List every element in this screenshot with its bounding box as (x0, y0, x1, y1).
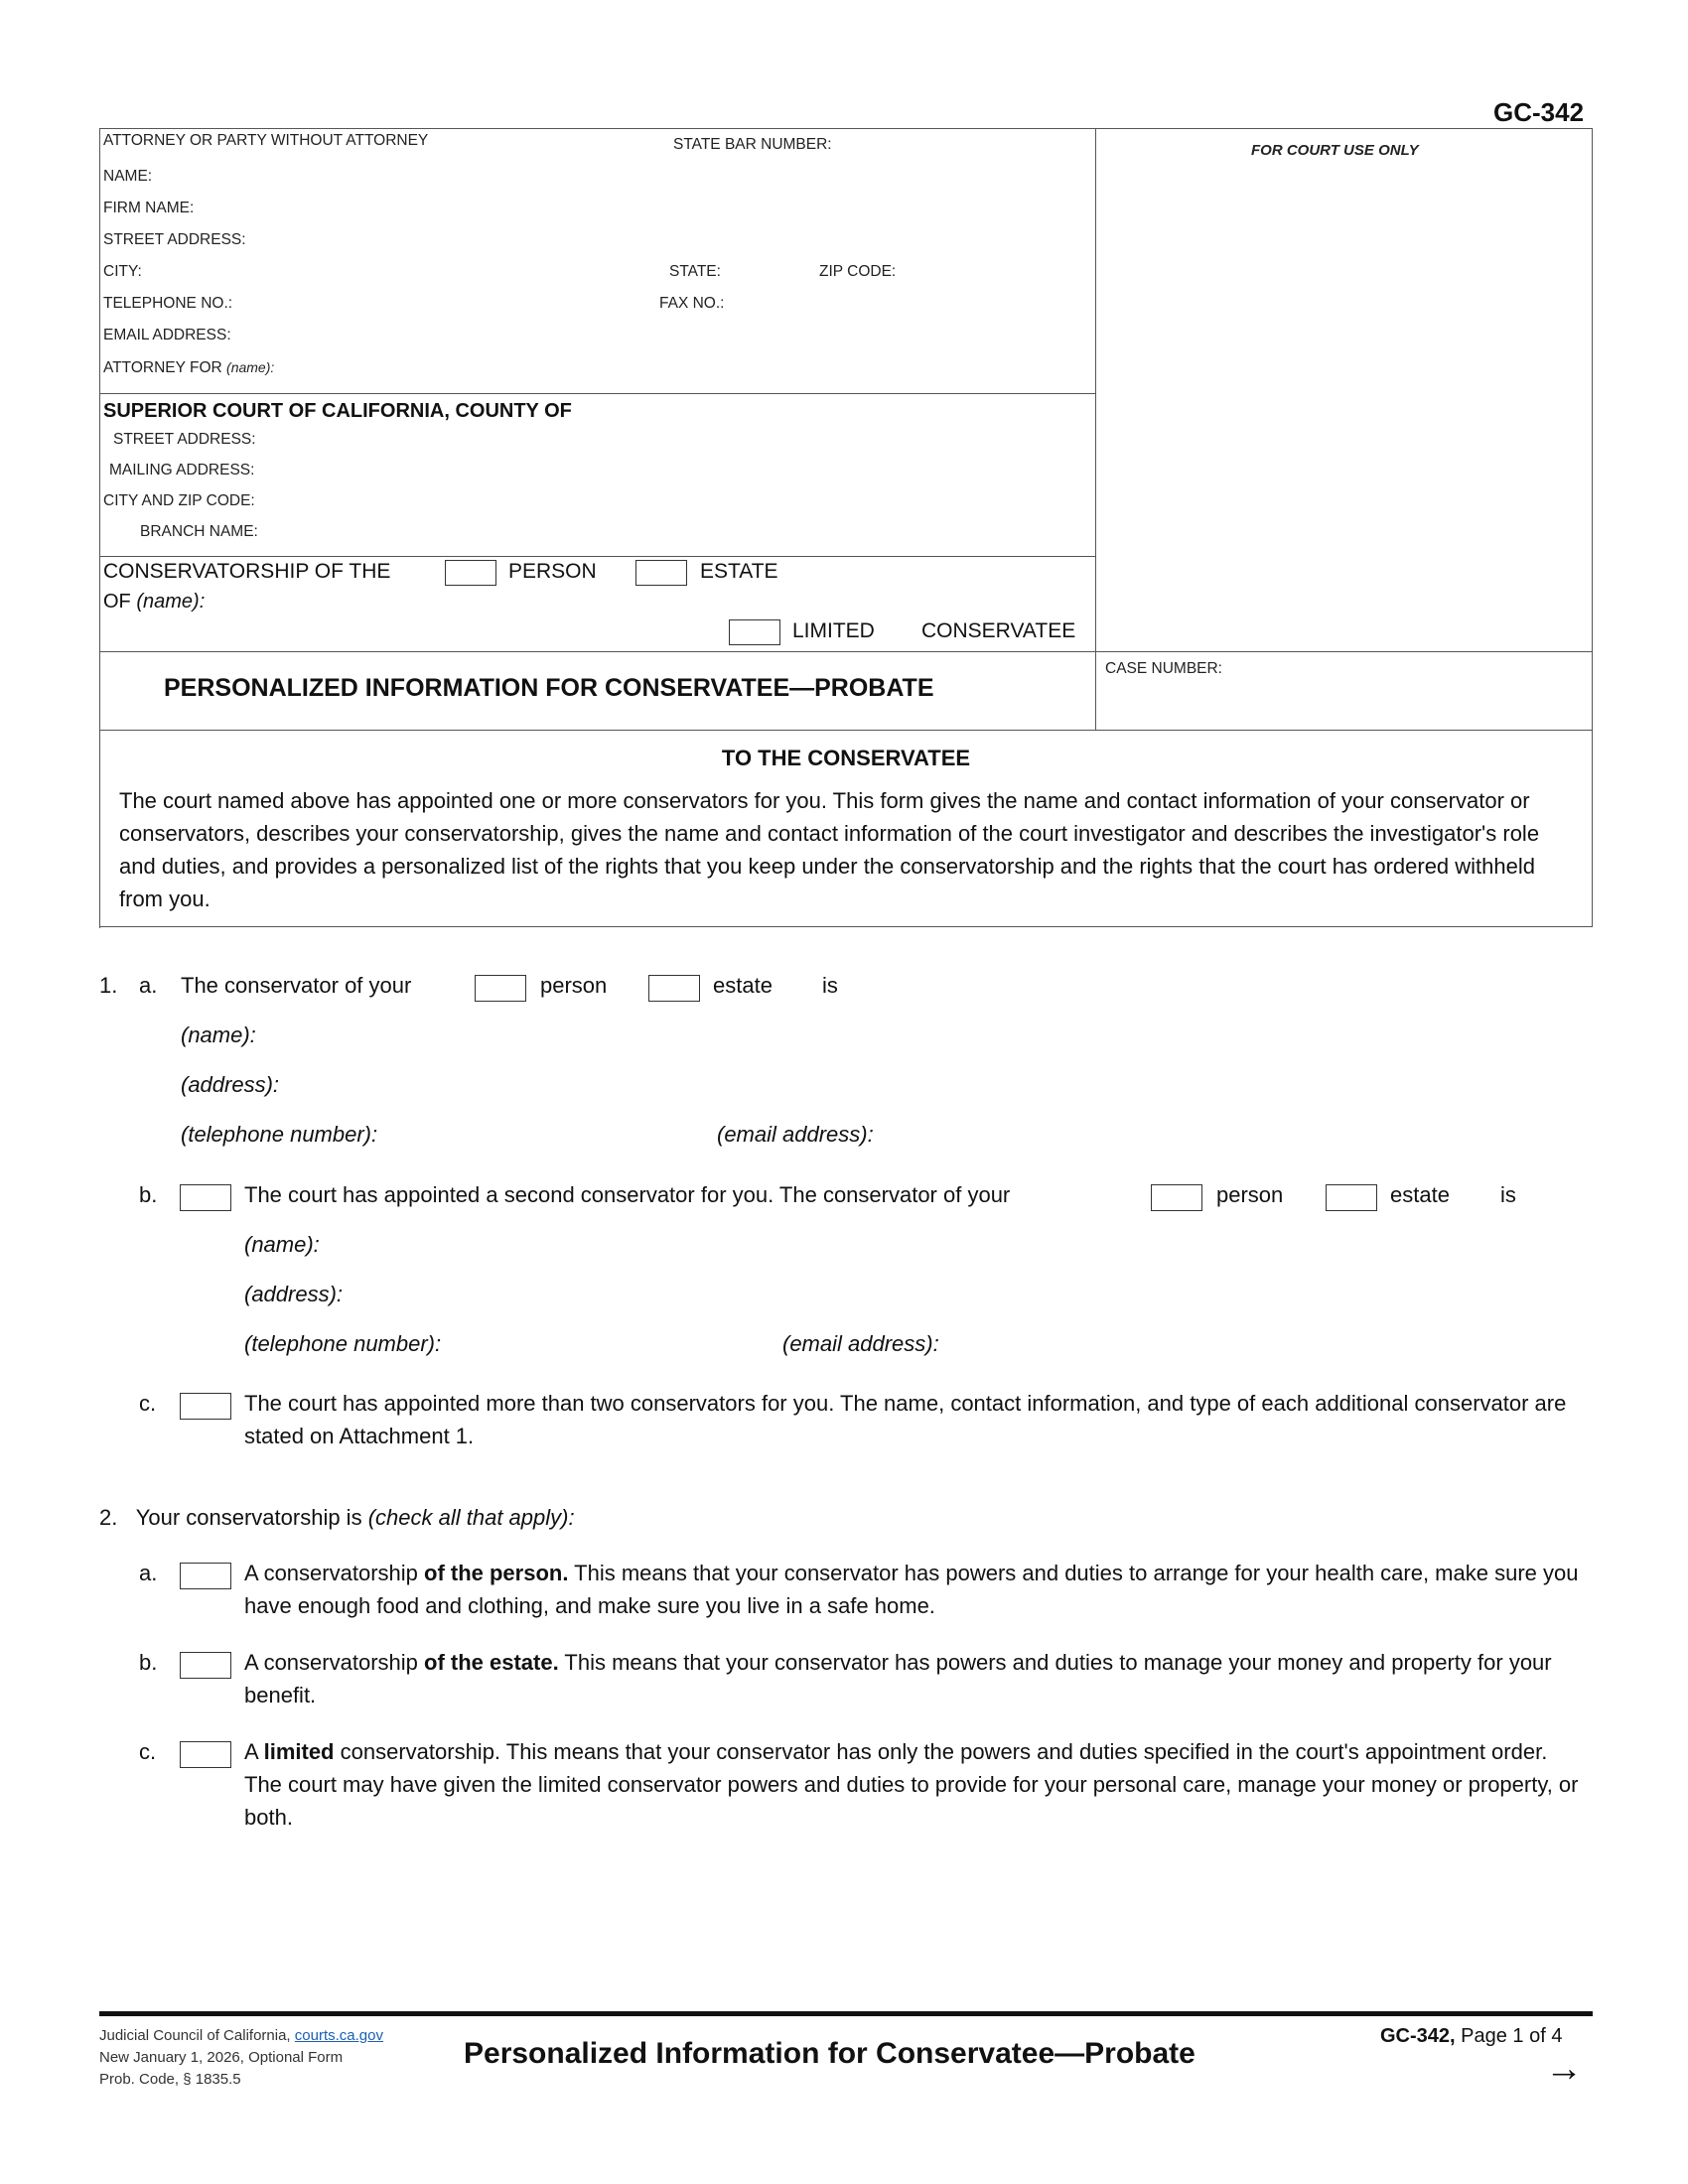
item2a-pre: A conservatorship (244, 1561, 418, 1585)
item2c-text (244, 1735, 1585, 1834)
footer-effective: New January 1, 2026, Optional Form (99, 2049, 344, 2066)
item1a-email-label: (email address): (717, 1122, 874, 1147)
form-title: PERSONALIZED INFORMATION FOR CONSERVATEE—PROBATE (164, 674, 934, 702)
courts-link[interactable]: courts.ca.gov (294, 2027, 383, 2044)
case-number-label: CASE NUMBER: (1105, 660, 1222, 677)
notice-bottom-border (99, 926, 1593, 927)
footer-rule (99, 2011, 1593, 2016)
item1b-email-label: (email address): (782, 1331, 939, 1356)
footer-title: Personalized Information for Conservatee—Probate (464, 2037, 1196, 2070)
item2a-bold: of the person. (424, 1561, 569, 1585)
zip-label: ZIP CODE: (819, 263, 897, 280)
item2b-post: This means that your conservator has powers and duties to manage your money and property for your benefit. (244, 1650, 1552, 1707)
court-bottom-border (99, 556, 1095, 557)
item1a-text: The conservator of your (181, 973, 412, 998)
caption-estate-checkbox[interactable] (635, 560, 687, 586)
email-label: EMAIL ADDRESS: (103, 327, 231, 343)
item2b-text (244, 1646, 1585, 1711)
item2-number: 2. (99, 1505, 118, 1530)
caption-bottom-border (99, 730, 1593, 731)
item1b-address-label: (address): (244, 1282, 344, 1306)
form-number: GC-342 (1493, 97, 1585, 127)
item2a-checkbox[interactable] (180, 1563, 231, 1589)
of-word: OF (103, 591, 131, 613)
caption-person-checkbox[interactable] (445, 560, 496, 586)
name-label: NAME: (103, 168, 153, 185)
item1c-checkbox[interactable] (180, 1393, 231, 1420)
item2b-checkbox[interactable] (180, 1652, 231, 1679)
item2c-post: conservatorship. This means that your conservator has only the powers and duties specified in the court's appointment order. The court may have given the limited conservator powers and duties to provide for your personal care, manage your money or property, or both. (244, 1739, 1579, 1830)
of-name-label (103, 591, 205, 614)
item2a-post: This means that your conservator has powers and duties to arrange for your health care, make sure you have enough food and clothing, and make sure you live in a safe home. (244, 1561, 1579, 1618)
item2c-checkbox[interactable] (180, 1741, 231, 1768)
item1a-estate-checkbox[interactable] (648, 975, 700, 1002)
street-address-label: STREET ADDRESS: (103, 231, 246, 248)
court-title: SUPERIOR COURT OF CALIFORNIA, COUNTY OF (103, 400, 572, 422)
city-label: CITY: (103, 263, 142, 280)
caption-person-label: PERSON (508, 560, 597, 583)
conservatorship-of-the: CONSERVATORSHIP OF THE (103, 560, 391, 583)
item1c-text: The court has appointed more than two conservators for you. The name, contact information, and type of each additional conservator are stated on Attachment 1. (244, 1391, 1567, 1448)
city-zip-label: CITY AND ZIP CODE: (103, 492, 255, 509)
telephone-label: TELEPHONE NO.: (103, 295, 233, 312)
court-street-label: STREET ADDRESS: (113, 431, 256, 448)
footer-left (99, 2025, 383, 2091)
footer-council-line (99, 2025, 383, 2047)
caption-estate-label: ESTATE (700, 560, 778, 583)
item1-number: 1. (99, 973, 118, 998)
item2b-bold: of the estate. (424, 1650, 559, 1675)
item1a-person-label: person (540, 973, 608, 998)
item2a-letter: a. (139, 1561, 158, 1585)
arrow-right-icon[interactable]: → (1545, 2048, 1583, 2090)
title-top-border (99, 651, 1593, 652)
item1c-letter: c. (139, 1391, 157, 1416)
caption-divider (1095, 128, 1096, 730)
caption-conservatee-label: CONSERVATEE (921, 619, 1076, 642)
item1a-address-label: (address): (181, 1072, 280, 1097)
notice-heading: TO THE CONSERVATEE (721, 746, 971, 770)
state-bar-label: STATE BAR NUMBER: (673, 136, 832, 153)
attorney-for-label (103, 359, 274, 377)
mailing-address-label: MAILING ADDRESS: (109, 462, 255, 478)
item1a-is: is (822, 973, 838, 998)
item2-intro-line (99, 1505, 575, 1531)
caption-right-border (1592, 128, 1593, 926)
court-use-label: FOR COURT USE ONLY (1251, 142, 1419, 159)
item2-intro-hint: (check all that apply): (367, 1505, 575, 1530)
item2c-letter: c. (139, 1739, 157, 1764)
caption-limited-checkbox[interactable] (729, 619, 780, 645)
caption-left-border (99, 128, 100, 730)
footer-code: Prob. Code, § 1835.5 (99, 2071, 241, 2088)
item1b-checkbox[interactable] (180, 1184, 231, 1211)
item1b-letter: b. (139, 1182, 158, 1207)
item1b-is: is (1500, 1182, 1516, 1207)
item1b-person-label: person (1216, 1182, 1284, 1207)
footer-council: Judicial Council of California, (99, 2027, 291, 2044)
item2c-bold: limited (263, 1739, 335, 1764)
item1a-letter: a. (139, 973, 158, 998)
item1b-estate-label: estate (1390, 1182, 1450, 1207)
item1a-person-checkbox[interactable] (475, 975, 526, 1002)
fax-label: FAX NO.: (659, 295, 725, 312)
item1b-text: The court has appointed a second conservator for you. The conservator of your (244, 1182, 1011, 1207)
attorney-for-name-hint: (name): (226, 359, 275, 375)
item1b-name-label: (name): (244, 1232, 320, 1257)
attorney-for-text: ATTORNEY FOR (103, 359, 222, 376)
footer-page-info (1380, 2025, 1562, 2048)
item2b-pre: A conservatorship (244, 1650, 418, 1675)
caption-limited-label: LIMITED (792, 619, 875, 642)
item2b-letter: b. (139, 1650, 158, 1675)
item2a-text (244, 1557, 1585, 1622)
state-label: STATE: (669, 263, 721, 280)
footer-form-id: GC-342, (1380, 2025, 1456, 2047)
branch-name-label: BRANCH NAME: (140, 523, 258, 540)
item1a-telephone-label: (telephone number): (181, 1122, 378, 1147)
item1a-name-label: (name): (181, 1023, 256, 1047)
item2c-pre: A (244, 1739, 258, 1764)
attorney-bottom-border (99, 393, 1095, 394)
of-name-hint: (name): (136, 591, 206, 613)
notice-body: The court named above has appointed one or more conservators for you. This form gives the name and contact information of your conservator or conservators, describes your conservatorship, gives the name and contact information of the court investigator and describes the investigator's role and duties, and provides a personalized list of the rights that you keep under the conservatorship and the rights that the court has ordered withheld from you. (119, 788, 1540, 911)
footer-page: Page 1 of 4 (1461, 2025, 1563, 2047)
item1b-estate-checkbox[interactable] (1326, 1184, 1377, 1211)
caption-top-border (99, 128, 1593, 129)
attorney-header: ATTORNEY OR PARTY WITHOUT ATTORNEY (103, 132, 429, 149)
item1b-person-checkbox[interactable] (1151, 1184, 1202, 1211)
item1b-telephone-label: (telephone number): (244, 1331, 442, 1356)
item1a-estate-label: estate (713, 973, 773, 998)
item2-intro: Your conservatorship is (135, 1505, 362, 1530)
firm-name-label: FIRM NAME: (103, 200, 195, 216)
